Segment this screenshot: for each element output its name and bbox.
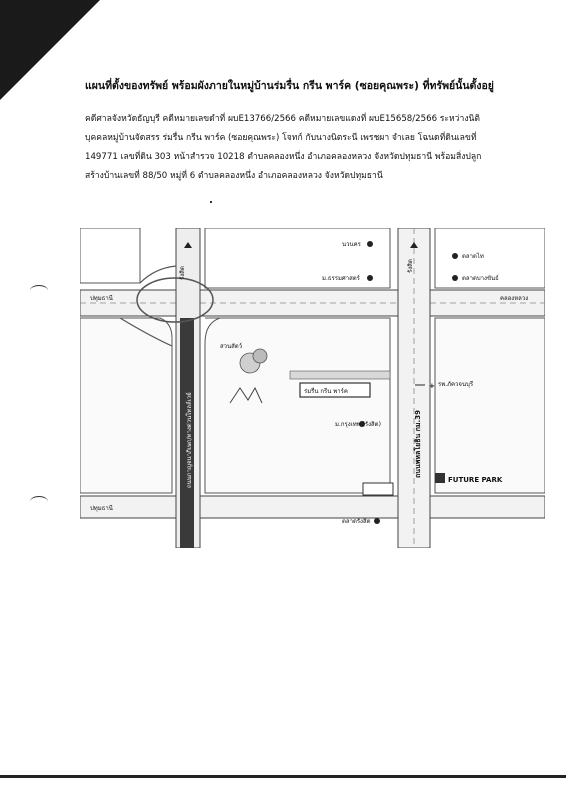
map-block — [205, 228, 390, 288]
map-block — [80, 318, 172, 493]
pin-icon — [367, 275, 373, 281]
paragraph-line: บุคคลหมู่บ้านจัดสรร ร่มรื่น กรีน พาร์ค (ซอยคุณพระ) โจทก์ กับนางนิตระนี เพรชผา จำเลย โฉนดที่ดินเลขที่ — [85, 133, 477, 143]
label-pathumthani-left: ปทุมธานี — [90, 295, 113, 302]
pin-icon — [452, 253, 458, 259]
label-navanakorn: นวนคร — [342, 241, 361, 248]
label-zoo: สวนสัตว์ — [220, 343, 243, 350]
road-horizontal-bottom — [80, 496, 545, 518]
mall-icon — [435, 473, 445, 483]
pin-icon — [367, 241, 373, 247]
label-talad-rangsit: ตลาดรังสิต — [342, 518, 371, 525]
village-sign-label: ร่มรื่น กรีน พาร์ค — [304, 388, 348, 395]
label-phahonyothin: ถนนพหลโยธิน กม.39 — [414, 410, 422, 478]
label-talad-thai: ตลาดไท — [462, 253, 484, 260]
label-pathumthani-bottom: ปทุมธานี — [90, 505, 113, 512]
paragraph-line: 149771 เลขที่ดิน 303 หน้าสำรวจ 10218 ตำบลคลองหนึ่ง อำเภอคลองหลวง จังหวัดปทุมธานี พร้อมสิ่งปลูก — [85, 152, 482, 162]
punch-hole-mark — [30, 496, 48, 507]
pin-icon — [374, 518, 380, 524]
page-bottom-edge — [0, 775, 566, 778]
stray-dot — [210, 201, 212, 203]
location-map — [80, 228, 545, 548]
label-thammasat: ม.ธรรมศาสตร์ — [322, 275, 360, 282]
map-block — [435, 318, 545, 493]
paragraph-line: สร้างบ้านเลขที่ 88/50 หมู่ที่ 6 ตำบลคลองหนึ่ง อำเภอคลองหลวง จังหวัดปทุมธานี — [85, 171, 383, 181]
label-rangsit-top-left: รังสิต — [179, 266, 186, 280]
pin-icon — [452, 275, 458, 281]
punch-hole-mark — [30, 285, 48, 296]
case-paragraph — [85, 110, 515, 186]
label-klong-luang: คลองหลวง — [500, 295, 529, 302]
label-future-park: FUTURE PARK — [448, 476, 503, 484]
document-heading: แผนที่ตั้งของทรัพย์ พร้อมผังภายในหมู่บ้านร่มรื่น กรีน พาร์ค (ซอยคุณพระ) ที่ทรัพย์นั้นตั้งอยู่ — [85, 80, 494, 92]
hospital-cross-icon: + — [429, 382, 435, 390]
label-talad-bangkhan: ตลาดบางขันธ์ — [462, 275, 499, 282]
label-bangkok-university: ม.กรุงเทพ (รังสิต) — [335, 421, 381, 428]
label-tollway: ถนนกาญจนาภิเษก/ทางด่วนโทลล์เวย์ — [186, 392, 193, 488]
label-hospital: รพ.ภัควจนบุรี — [438, 381, 474, 388]
map-block — [80, 228, 140, 283]
tollgate-box — [363, 483, 393, 495]
paragraph-line: คดีศาลจังหวัดธัญบุรี คดีหมายเลขดำที่ ผบE13766/2566 คดีหมายเลขแดงที่ ผบE15658/2566 ระหว่างนิติ — [85, 114, 480, 124]
map-drawing — [80, 228, 545, 548]
label-rangsit-top-right: รังสิต — [407, 259, 414, 273]
